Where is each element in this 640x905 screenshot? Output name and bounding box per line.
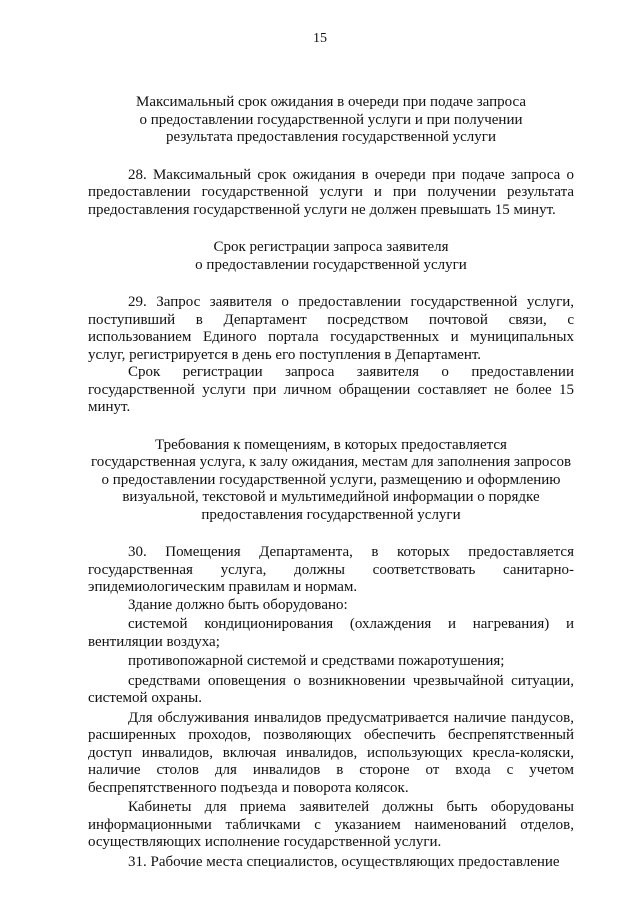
heading-line: о предоставлении государственной услуги, размещению и оформлению [101, 471, 561, 488]
section-heading-registration [88, 239, 574, 274]
paragraph-30: 30. Помещения Департамента, в которых предоставляется государственная услуга, должны соответствовать санитарно-эпидемиологическим правилам и нормам. [88, 544, 574, 595]
page-number: 15 [313, 31, 327, 46]
heading-line: о предоставлении государственной услуги [195, 256, 467, 273]
paragraph-30-alarm: средствами оповещения о возникновении чрезвычайной ситуации, системой охраны. [88, 672, 574, 706]
heading-line: государственная услуга, к залу ожидания, местам для заполнения запросов [90, 454, 572, 470]
paragraph-29: 29. Запрос заявителя о предоставлении государственной услуги, поступивший в Департамент посредством почтовой связи, с использованием Единого портала государственных и муниципальных услуг, регистрируется в день его поступления в Департамент. [88, 294, 574, 363]
heading-line: визуальной, текстовой и мультимедийной информации о порядке [122, 489, 540, 505]
heading-line: Максимальный срок ожидания в очереди при подаче запроса [135, 94, 527, 110]
document-body [88, 94, 574, 871]
heading-line: Срок регистрации запроса заявителя [213, 239, 449, 255]
paragraph-30-building: Здание должно быть оборудовано: [128, 596, 348, 613]
heading-line: результата предоставления государственной услуги [166, 129, 496, 145]
section-heading-premises [88, 437, 574, 525]
paragraph-31: 31. Рабочие места специалистов, осуществляющих предоставление [128, 853, 560, 870]
paragraph-30-ventilation: системой кондиционирования (охлаждения и нагревания) и вентиляции воздуха; [88, 616, 574, 650]
paragraph-30-accessibility: Для обслуживания инвалидов предусматривается наличие пандусов, расширенных проходов, позволяющих обеспечить беспрепятственный доступ инвалидов, включая инвалидов, использующих кресла-коляски, наличие столов для инвалидов в стороне от входа с учетом беспрепятственного подъезда и поворота колясок. [88, 709, 574, 796]
paragraph-29-registration-term: Срок регистрации запроса заявителя о предоставлении государственной услуги при личном обращении составляет не более 15 минут. [88, 364, 574, 415]
paragraph-30-offices: Кабинеты для приема заявителей должны быть оборудованы информационными табличками с указанием наименований отделов, осуществляющих исполнение государственной услуги. [88, 799, 574, 850]
heading-line: предоставления государственной услуги [201, 506, 461, 523]
paragraph-30-fire-safety: противопожарной системой и средствами пожаротушения; [128, 653, 505, 669]
paragraph-28: 28. Максимальный срок ожидания в очереди при подаче запроса о предоставлении государственной услуги и при получении результата предоставления государственной услуги не должен превышать 15 минут. [88, 166, 574, 218]
heading-line: Требования к помещениям, в которых предоставляется [155, 436, 507, 453]
section-heading-waiting-time [88, 94, 574, 147]
heading-line: о предоставлении государственной услуги и при получении [139, 111, 523, 128]
